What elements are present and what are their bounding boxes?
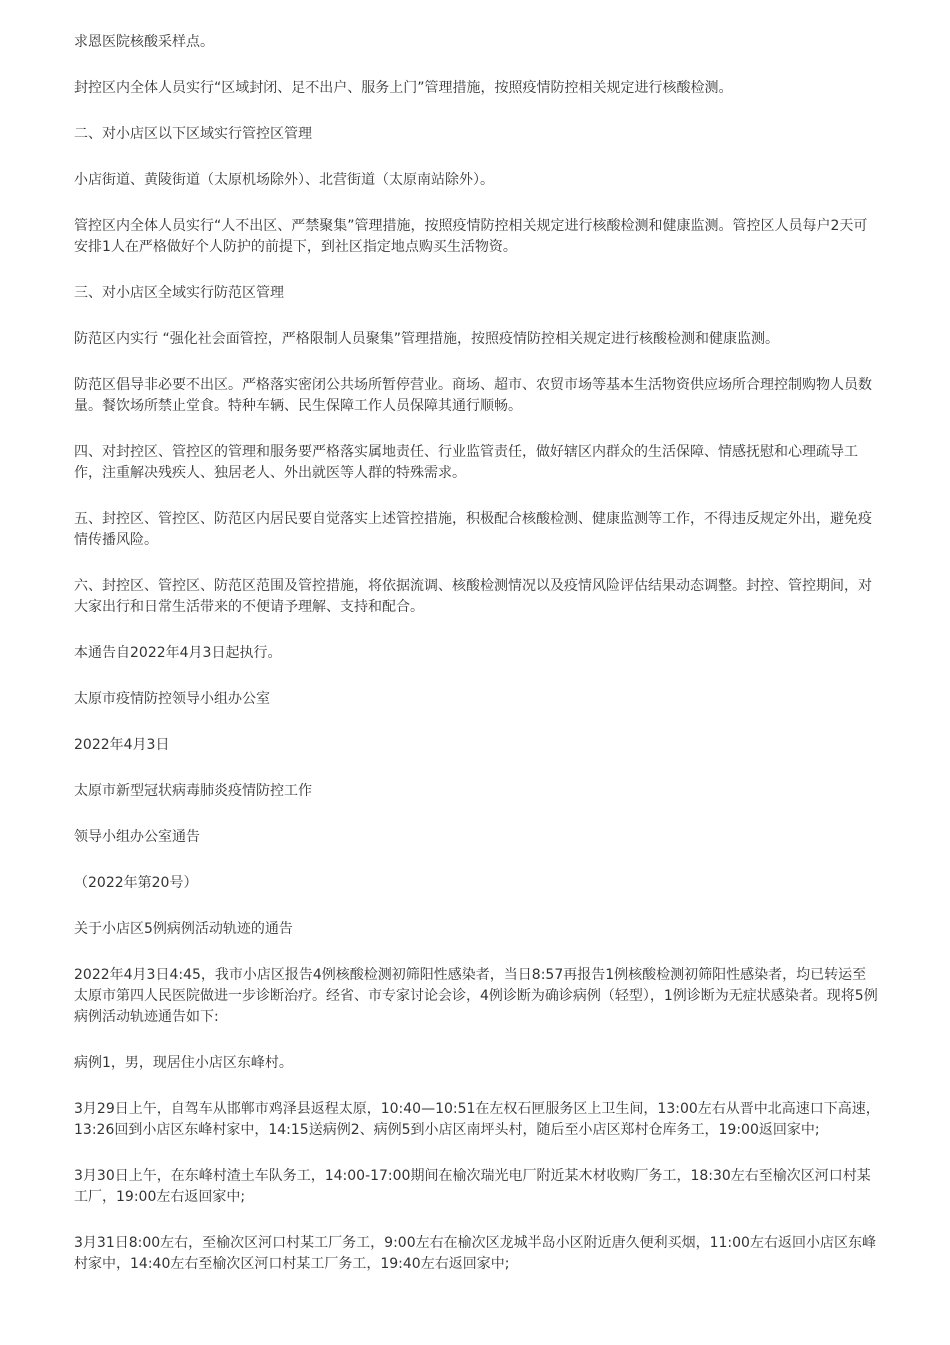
- paragraph: 3月30日上午，在东峰村渣土车队务工，14:00-17:00期间在榆次瑞光电厂附近某木材收购厂务工，18:30左右至榆次区河口村某工厂，19:00左右返回家中;: [74, 1168, 871, 1205]
- notice-title-line-1: 太原市新型冠状病毒肺炎疫情防控工作: [74, 783, 312, 799]
- case-heading: 病例1，男，现居住小店区东峰村。: [74, 1055, 293, 1071]
- paragraph: 管控区内全体人员实行“人不出区、严禁聚集”管理措施，按照疫情防控相关规定进行核酸检测和健康监测。管控区人员每户2天可安排1人在严格做好个人防护的前提下，到社区指定地点购买生活物资。: [74, 218, 868, 255]
- section-heading: 二、对小店区以下区域实行管控区管理: [74, 126, 312, 142]
- paragraph: 六、封控区、管控区、防范区范围及管控措施，将依据流调、核酸检测情况以及疫情风险评估结果动态调整。封控、管控期间，对大家出行和日常生活带来的不便请予理解、支持和配合。: [74, 578, 872, 615]
- paragraph: 五、封控区、管控区、防范区内居民要自觉落实上述管控措施，积极配合核酸检测、健康监测等工作，不得违反规定外出，避免疫情传播风险。: [74, 511, 872, 548]
- article-body: [74, 32, 880, 1300]
- notice-number: （2022年第20号）: [74, 875, 198, 891]
- paragraph: 小店街道、黄陵街道（太原机场除外）、北营街道（太原南站除外）。: [74, 172, 494, 188]
- section-heading: 三、对小店区全域实行防范区管理: [74, 285, 284, 301]
- paragraph: 2022年4月3日4:45，我市小店区报告4例核酸检测初筛阳性感染者，当日8:57再报告1例核酸检测初筛阳性感染者，均已转运至太原市第四人民医院做进一步诊断治疗。经省、市专家讨论会诊，4例诊断为确诊病例（轻型），1例诊断为无症状感染者。现将5例病例活动轨迹通告如下:: [74, 967, 878, 1025]
- issue-date: 2022年4月3日: [74, 737, 170, 753]
- notice-title-line-2: 领导小组办公室通告: [74, 829, 200, 845]
- issuer-name: 太原市疫情防控领导小组办公室: [74, 691, 270, 707]
- paragraph: 封控区内全体人员实行“区域封闭、足不出户、服务上门”管理措施，按照疫情防控相关规定进行核酸检测。: [74, 80, 733, 96]
- paragraph: 四、对封控区、管控区的管理和服务要严格落实属地责任、行业监管责任，做好辖区内群众的生活保障、情感抚慰和心理疏导工作，注重解决残疾人、独居老人、外出就医等人群的特殊需求。: [74, 444, 858, 481]
- paragraph: 防范区内实行 “强化社会面管控，严格限制人员聚集”管理措施，按照疫情防控相关规定进行核酸检测和健康监测。: [74, 331, 779, 347]
- paragraph: 求恩医院核酸采样点。: [74, 34, 214, 50]
- notice-subject: 关于小店区5例病例活动轨迹的通告: [74, 921, 293, 937]
- effective-date-note: 本通告自2022年4月3日起执行。: [74, 645, 282, 661]
- paragraph: 3月31日8:00左右，至榆次区河口村某工厂务工，9:00左右在榆次区龙城半岛小区附近唐久便利买烟，11:00左右返回小店区东峰村家中，14:40左右至榆次区河口村某工厂务工，19:40左右返回家中;: [74, 1235, 876, 1272]
- paragraph: 防范区倡导非必要不出区。严格落实密闭公共场所暂停营业。商场、超市、农贸市场等基本生活物资供应场所合理控制购物人员数量。餐饮场所禁止堂食。特种车辆、民生保障工作人员保障其通行顺畅。: [74, 377, 872, 414]
- paragraph: 3月29日上午，自驾车从邯郸市鸡泽县返程太原，10:40—10:51在左权石匣服务区上卫生间，13:00左右从晋中北高速口下高速，13:26回到小店区东峰村家中，14:15送病例2、病例5到小店区南坪头村，随后至小店区郑村仓库务工，19:00返回家中;: [74, 1101, 880, 1138]
